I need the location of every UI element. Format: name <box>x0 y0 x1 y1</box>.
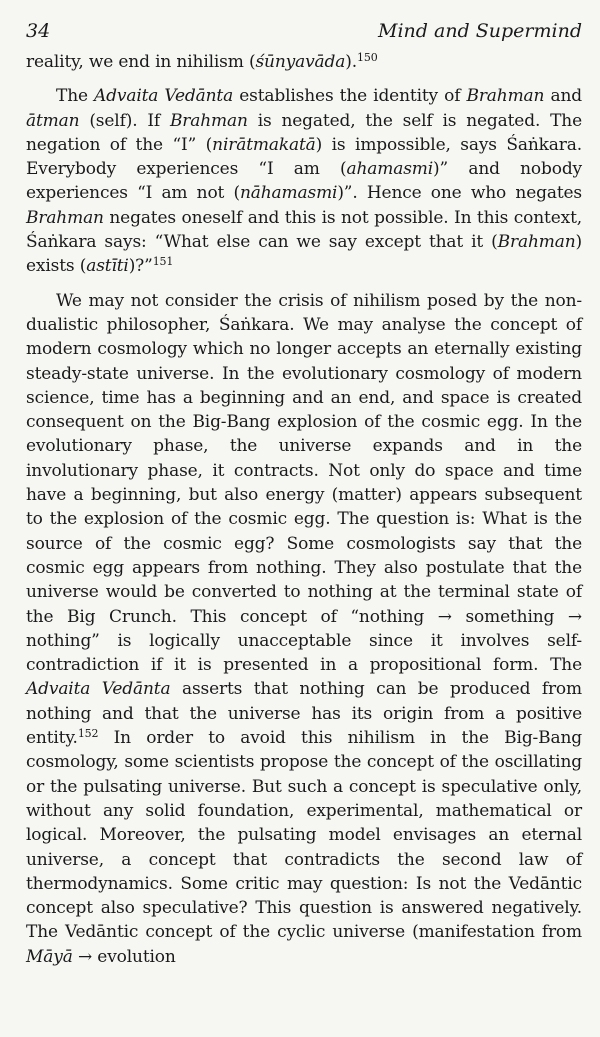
paragraph-2 <box>26 84 582 278</box>
running-title: Mind and Supermind <box>378 20 582 42</box>
text-run: and <box>544 86 582 107</box>
italic-term: astīti <box>86 256 129 277</box>
text-run: asserts that nothing can be produced from nothing and that the universe has its origin from a positive entity. <box>26 679 582 749</box>
text-run: )”. Hence one who negates <box>337 183 582 204</box>
paragraph-1 <box>26 50 582 74</box>
text-run: )” and nobody experiences “I am not ( <box>26 159 583 204</box>
italic-term: Brahman <box>169 110 248 131</box>
text-run: In order to avoid this nihilism in the Big-Bang cosmology, some scientists propose the concept of the oscillating or the pulsating universe. But such a concept is speculative only, without any solid foundation, experimental, mathematical or logical. Moreover, the pulsating model envisages an eternal universe, a concept that contradicts the second law of thermodynamics. Some critic may question: Is not the Vedāntic concept also speculative? This question is answered negatively. The Vedāntic concept of the cyclic universe (manifestation from <box>26 728 582 943</box>
text-run: is negated, the self is negated. The negation of the “I” ( <box>26 110 582 155</box>
text-run: We may not consider the crisis of nihilism posed by the non-dualistic philosopher, Śaṅkara. We may analyse the concept of modern cosmology which no longer accepts an eternally existing steady-state universe. In the evolutionary cosmology of modern science, time has a beginning and an end, and space is created consequent on the Big-Bang explosion of the cosmic egg. In the evolutionary phase, the universe expands and in the involutionary phase, it contracts. Not only do space and time have a beginning, but also energy (matter) appears subsequent to the explosion of the cosmic egg. The question is: What is the source of the cosmic egg? Some cosmologists say that the cosmic egg appears from nothing. They also postulate that the universe would be converted to nothing at the terminal state of the Big Crunch. This concept of “nothing → something → nothing” is logically unacceptable since it involves self-contradiction if it is presented in a propositional form. The <box>26 290 582 676</box>
text-run: ) exists ( <box>26 232 582 277</box>
footnote-ref: 151 <box>152 255 174 269</box>
italic-term: Māyā <box>26 946 73 967</box>
footnote-ref: 150 <box>357 51 378 64</box>
running-head <box>26 18 582 44</box>
text-run: ) is impossible, says Śaṅkara. Everybody experiences “I am ( <box>26 134 582 180</box>
italic-term: Advaita Vedānta <box>26 679 171 700</box>
body-text <box>26 50 582 969</box>
text-run: → evolution <box>72 946 176 967</box>
footnote-ref: 152 <box>77 727 99 741</box>
italic-term: nāhamasmi <box>239 183 338 204</box>
text-run: The <box>56 86 95 107</box>
text-run: ). <box>345 52 357 72</box>
italic-term: ātman <box>26 110 80 131</box>
text-run: (self). If <box>79 110 170 131</box>
text-run: negates oneself and this is not possible. In this context, Śaṅkara says: “What else can we say except that it ( <box>26 207 582 253</box>
italic-term: Advaita Vedānta <box>94 86 234 107</box>
italic-term: Brahman <box>26 207 104 228</box>
paragraph-3 <box>26 289 582 969</box>
italic-term: Brahman <box>466 86 545 107</box>
text-run: reality, we end in nihilism ( <box>26 52 256 72</box>
italic-term: ahamasmi <box>346 159 434 180</box>
text-run: )?” <box>128 256 153 277</box>
text-run: establishes the identity of <box>233 86 467 107</box>
italic-term: śūnyavāda <box>255 52 346 72</box>
page-number: 34 <box>26 20 51 42</box>
italic-term: Brahman <box>497 232 576 253</box>
italic-term: nirātmakatā <box>212 134 316 155</box>
